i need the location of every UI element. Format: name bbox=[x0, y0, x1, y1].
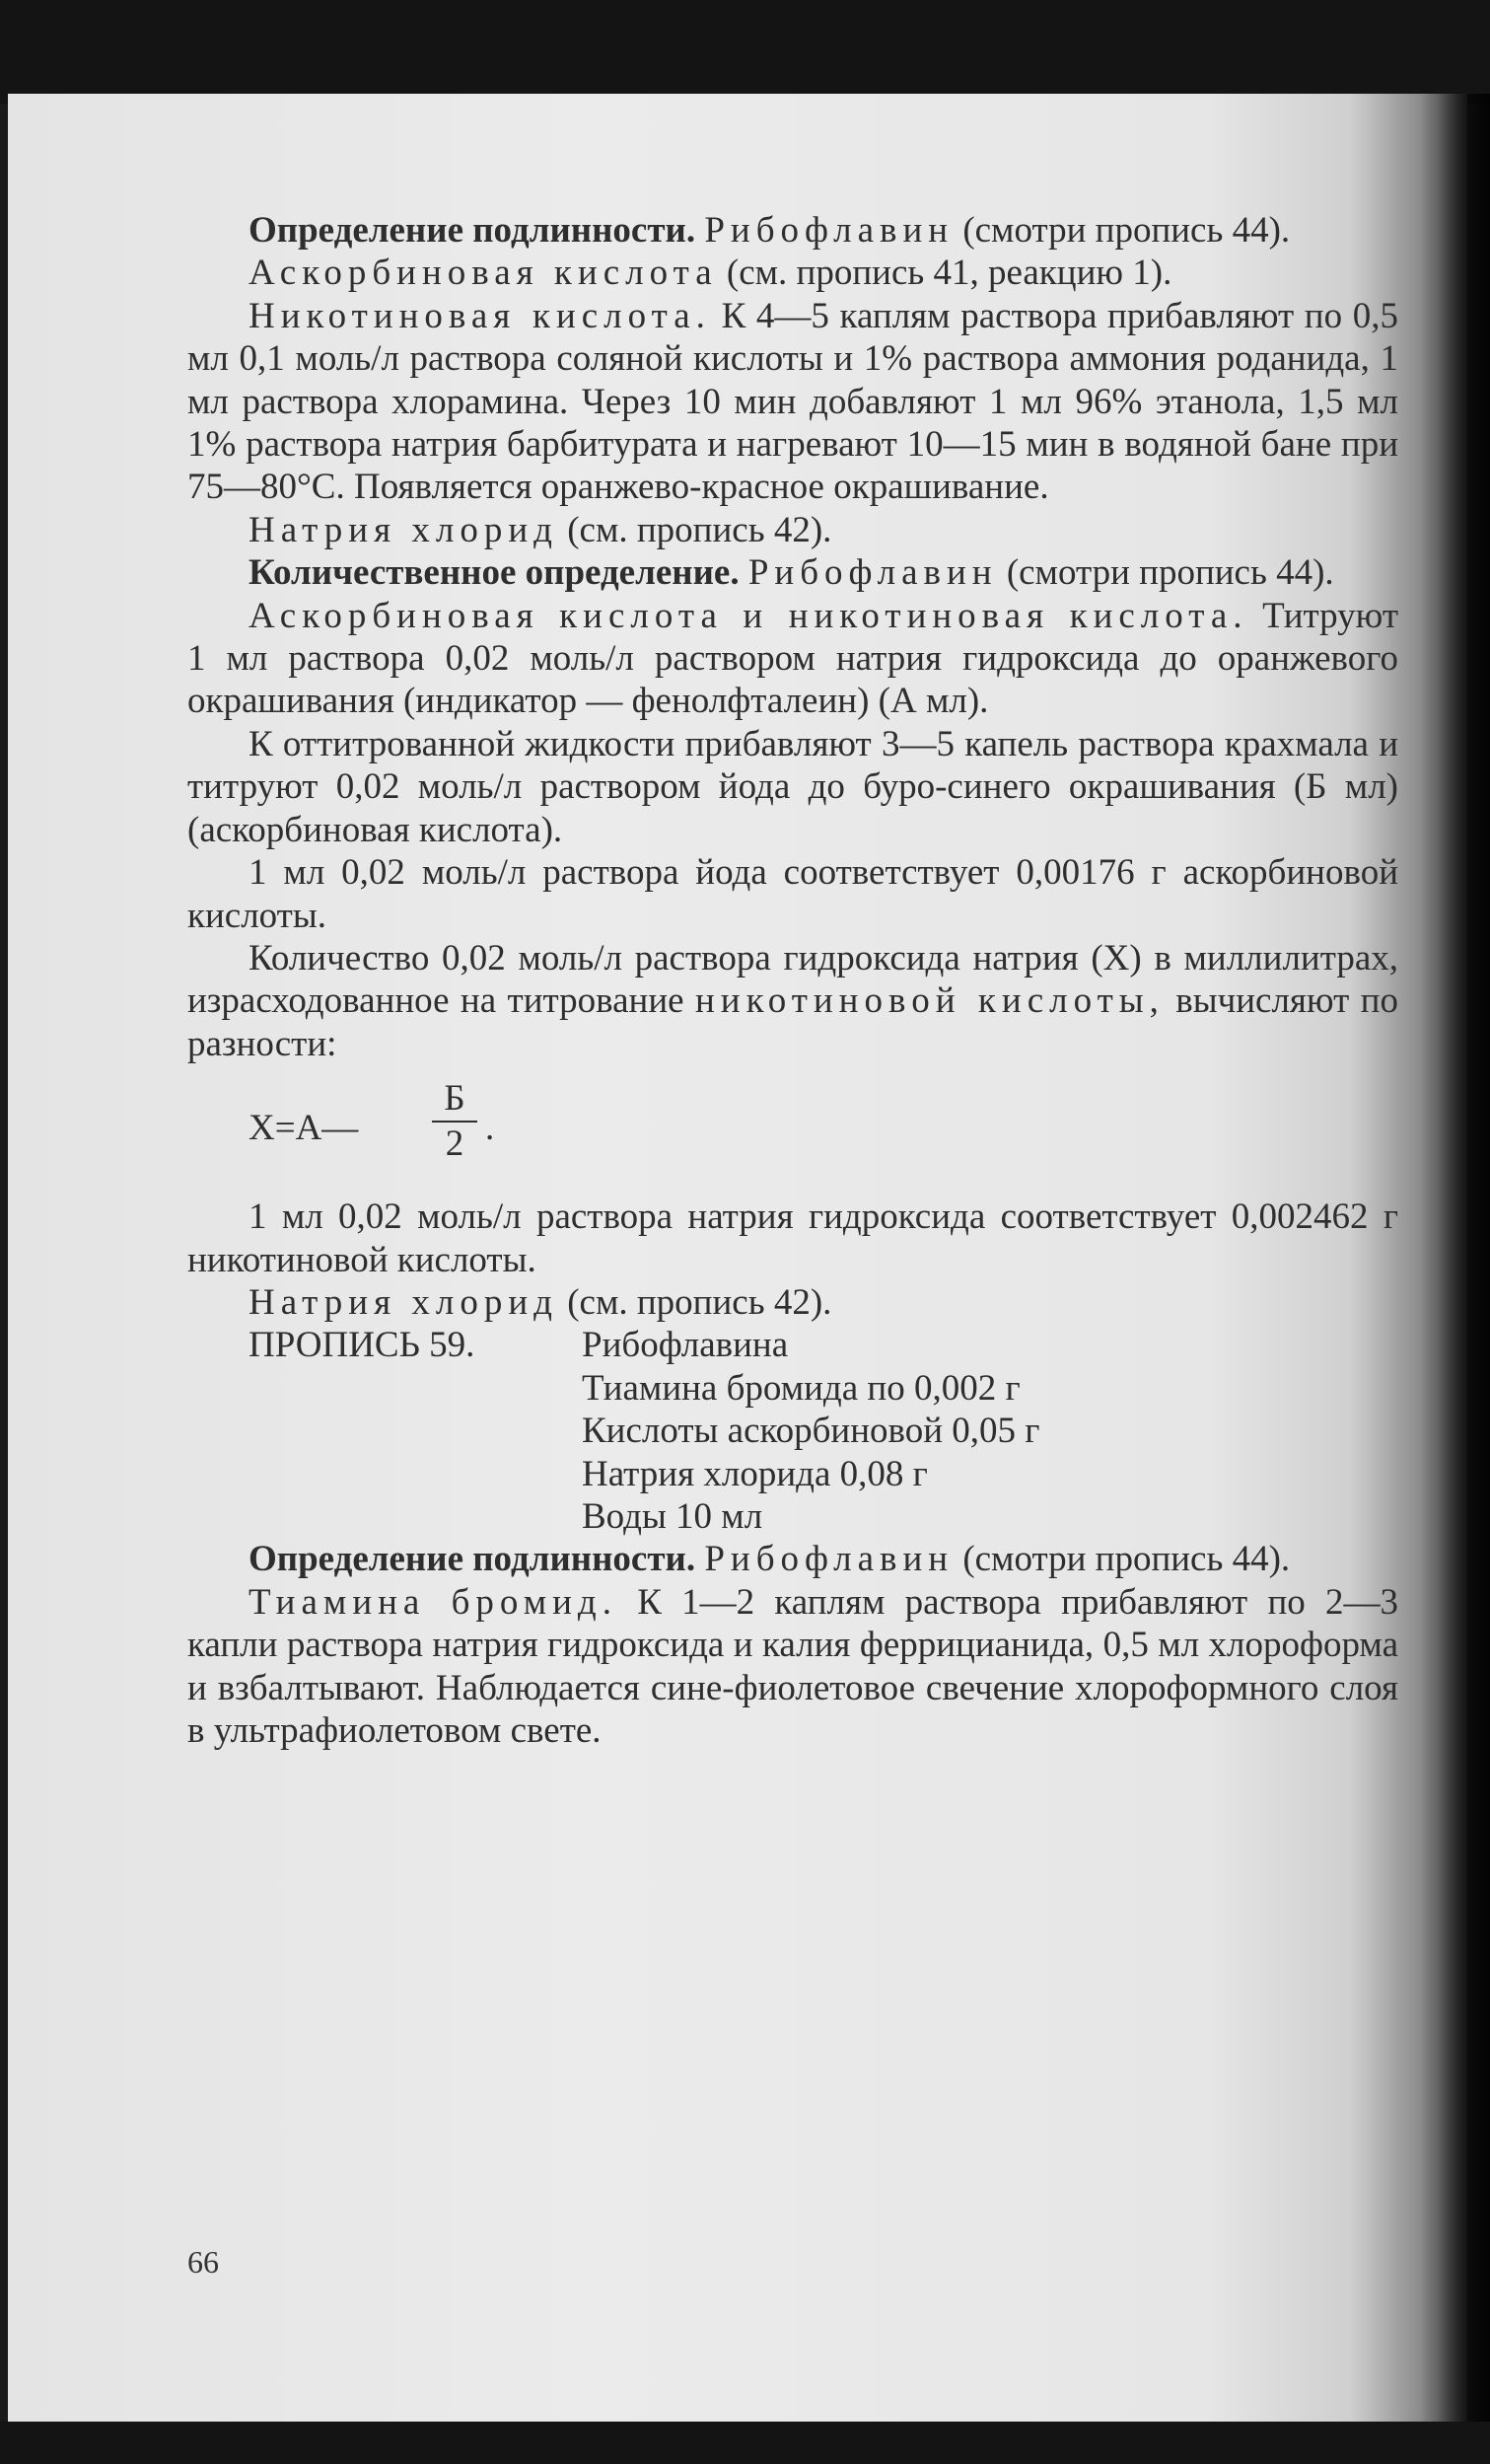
substance-name: Натрия хлорид bbox=[248, 1281, 558, 1323]
substance-name: Аскорбиновая кислота и никотиновая кислота. bbox=[248, 595, 1248, 636]
paragraph-text: (смотри пропись 44). bbox=[954, 210, 1291, 251]
paragraph bbox=[187, 851, 1398, 937]
fraction-bar bbox=[432, 1121, 477, 1123]
substance-name: никотиновой кислоты, bbox=[695, 980, 1165, 1022]
paragraph-text: 1 мл 0,02 моль/л раствора натрия гидроксида соответствует 0,002462 г никотиновой кислоты. bbox=[187, 1196, 1398, 1280]
paragraph bbox=[187, 1196, 1398, 1281]
paragraph bbox=[187, 1581, 1398, 1753]
paragraph-text: (см. пропись 42). bbox=[557, 1281, 832, 1323]
section-heading: Определение подлинности. bbox=[248, 1539, 696, 1580]
scan-bottom-border bbox=[0, 2422, 1490, 2464]
substance-name: Рибофлавин bbox=[704, 210, 955, 251]
paragraph-text: 1 мл 0,02 моль/л раствора йода соответствует 0,00176 г аскорбиновой кислоты. bbox=[187, 852, 1398, 936]
paragraph-text: вычисляют по разности: bbox=[187, 980, 1398, 1064]
paragraph bbox=[187, 723, 1398, 851]
paragraph-text: Титруют 1 мл раствора 0,02 моль/л раствором натрия гидроксида до оранжевого окрашивания (индикатор — фенолфталеин) (А мл). bbox=[187, 595, 1398, 722]
recipe-item: Рибофлавина bbox=[582, 1325, 789, 1366]
paragraph bbox=[187, 551, 1398, 594]
recipe-item: Воды 10 мл bbox=[582, 1495, 763, 1537]
page-binding-shadow bbox=[1420, 94, 1490, 2424]
substance-name: Рибофлавин bbox=[747, 552, 998, 594]
paragraph bbox=[187, 295, 1398, 509]
paragraph-text: (см. пропись 41, реакцию 1). bbox=[717, 253, 1172, 294]
paragraph-text: К 1—2 каплям раствора прибавляют по 2—3 капли раствора натрия гидроксида и калия феррицианида, 0,5 мл хлороформа и взбалтывают. Наблюдается сине-фиолетовое свечение хлороформного слоя в ультрафиолетовом свете. bbox=[187, 1581, 1398, 1751]
formula-denominator: 2 bbox=[445, 1123, 464, 1165]
recipe bbox=[187, 1324, 1398, 1538]
formula-numerator: Б bbox=[444, 1078, 465, 1120]
paragraph-text: К 4—5 каплям раствора прибавляют по 0,5 мл 0,1 моль/л раствора соляной кислоты и 1% раствора аммония роданида, 1 мл раствора хлорамина. Через 10 мин добавляют 1 мл 96% этанола, 1,5 мл 1% раствора натрия барбитурата и нагревают 10—15 мин в водяной бане при 75—80°С. Появляется оранжево-красное окрашивание. bbox=[187, 295, 1398, 508]
formula bbox=[248, 1079, 1398, 1178]
formula-fraction bbox=[432, 1079, 477, 1164]
formula-lhs: Х=А— bbox=[248, 1108, 359, 1149]
substance-name: Никотиновая кислота. bbox=[248, 295, 711, 336]
paragraph-text: (см. пропись 42). bbox=[557, 509, 832, 550]
paragraph-text: Количество 0,02 моль/л раствора гидроксида натрия (Х) в миллилитрах, израсходованное на титрование bbox=[187, 937, 1398, 1022]
paragraph bbox=[187, 937, 1398, 1065]
paragraph-text: К оттитрованной жидкости прибавляют 3—5 капель раствора крахмала и титруют 0,02 моль/л раствором йода до буро-синего окрашивания (Б мл) (аскорбиновая кислота). bbox=[187, 723, 1398, 850]
paragraph bbox=[187, 209, 1398, 252]
scan-top-border bbox=[0, 0, 1490, 104]
section-heading: Количественное определение. bbox=[248, 552, 740, 594]
recipe-item: Тиамина бромида по 0,002 г bbox=[582, 1367, 1021, 1409]
page-text bbox=[187, 209, 1398, 1752]
paragraph-text: (смотри пропись 44). bbox=[954, 1539, 1291, 1580]
recipe-item: Кислоты аскорбиновой 0,05 г bbox=[582, 1411, 1040, 1452]
recipe-item: Натрия хлорида 0,08 г bbox=[582, 1453, 928, 1494]
page-number: 66 bbox=[187, 2244, 219, 2280]
substance-name: Натрия хлорид bbox=[248, 509, 558, 550]
section-heading: Определение подлинности. bbox=[248, 210, 696, 251]
paragraph bbox=[187, 1281, 1398, 1324]
substance-name: Аскорбиновая кислота bbox=[248, 253, 718, 294]
recipe-title: ПРОПИСЬ 59. bbox=[248, 1325, 475, 1366]
substance-name: Рибофлавин bbox=[704, 1539, 955, 1580]
paragraph bbox=[187, 509, 1398, 551]
paragraph bbox=[187, 595, 1398, 723]
paragraph bbox=[187, 252, 1398, 294]
paragraph bbox=[187, 1538, 1398, 1580]
paragraph-text: (смотри пропись 44). bbox=[997, 552, 1334, 594]
substance-name: Тиамина бромид. bbox=[248, 1581, 617, 1623]
formula-end: . bbox=[485, 1108, 495, 1149]
